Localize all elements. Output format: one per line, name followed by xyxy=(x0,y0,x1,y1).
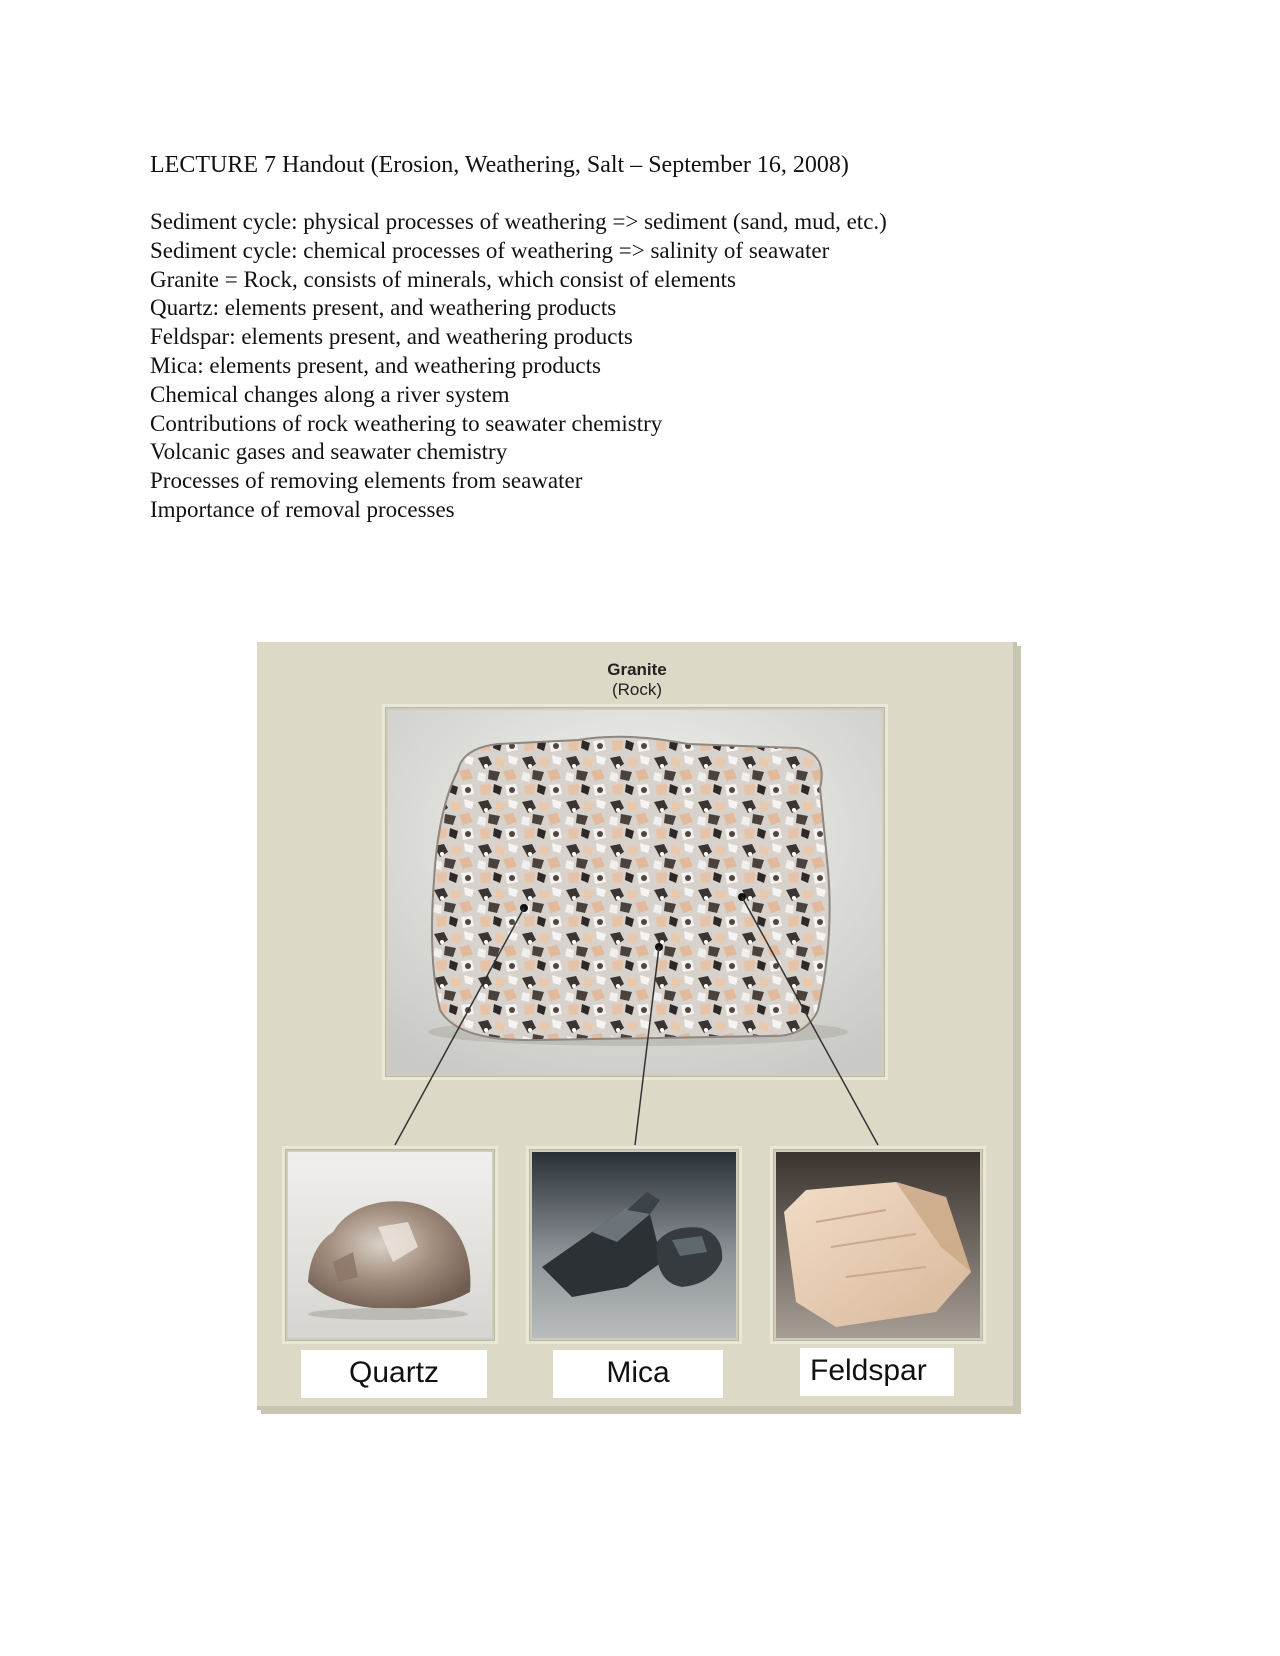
topic-item: Volcanic gases and seawater chemistry xyxy=(150,439,508,465)
topic-item: Chemical changes along a river system xyxy=(150,381,510,407)
feldspar-label: Feldspar xyxy=(800,1348,954,1396)
topic-item: Granite = Rock, consists of minerals, which consist of elements xyxy=(150,266,736,292)
topic-item: Importance of removal processes xyxy=(150,496,455,522)
figure-title-main: Granite xyxy=(607,660,667,679)
topic-item: Sediment cycle: chemical processes of weathering => salinity of seawater xyxy=(150,237,830,263)
topic-item: Sediment cycle: physical processes of weathering => sediment (sand, mud, etc.) xyxy=(150,209,887,234)
mica-image xyxy=(532,1152,736,1338)
quartz-image xyxy=(288,1152,492,1338)
topic-item: Mica: elements present, and weathering products xyxy=(150,352,601,378)
figure-title-sub: (Rock) xyxy=(611,680,663,699)
topic-item: Contributions of rock weathering to seawater chemistry xyxy=(150,410,663,436)
granite-rock-image xyxy=(388,710,882,1074)
feldspar-image xyxy=(776,1152,980,1338)
topic-item: Quartz: elements present, and weathering products xyxy=(150,295,617,321)
figure-title xyxy=(257,660,1017,700)
mica-photo xyxy=(526,1146,742,1344)
granite-photo xyxy=(382,704,888,1080)
quartz-photo xyxy=(282,1146,498,1344)
handout-title: LECTURE 7 Handout (Erosion, Weathering, Salt – September 16, 2008) xyxy=(150,152,849,178)
mica-label: Mica xyxy=(553,1350,723,1398)
topic-item: Processes of removing elements from seawater xyxy=(150,468,583,494)
feldspar-photo xyxy=(770,1146,986,1344)
quartz-label: Quartz xyxy=(301,1350,487,1398)
topic-item: Feldspar: elements present, and weathering products xyxy=(150,324,633,350)
topic-list xyxy=(150,208,887,525)
granite-figure xyxy=(257,642,1017,1410)
